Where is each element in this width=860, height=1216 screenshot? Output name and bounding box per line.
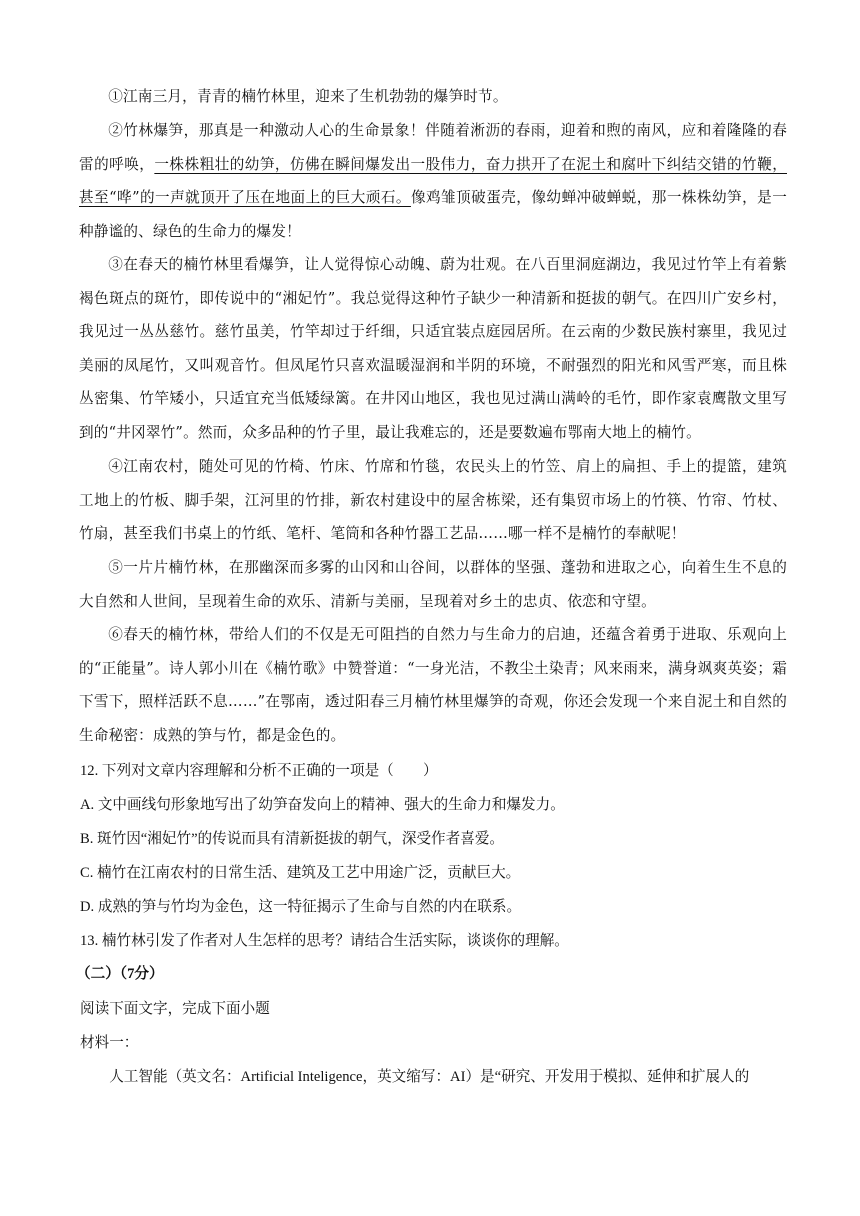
paragraph-4: ④江南农村，随处可见的竹椅、竹床、竹席和竹毯，农民头上的竹笠、肩上的扁担、手上的提篮，建筑工地上的竹板、脚手架，江河里的竹排，新农村建设中的屋舍栋梁，还有集贸市场上的竹筷、竹帘、竹杖、竹扇，甚至我们书桌上的竹纸、笔杆、笔筒和各种竹器工艺品……哪一样不是楠竹的奉献呢！ <box>79 458 787 542</box>
paragraph-2-text-before: ②竹林爆笋，那真是一种激动人心的生命景象！伴随着淅沥的春雨，迎着和煦的南风，应和着隆隆的春雷的呼唤， <box>79 122 787 173</box>
paragraph-2-text-after: 像鸡雏顶破蛋壳，像幼蝉冲破蝉蜕，那一株株幼笋，是一种静谧的、绿色的生命力的爆发！ <box>79 189 787 240</box>
paragraph-6: ⑥春天的楠竹林，带给人们的不仅是无可阻挡的自然力与生命力的启迪，还蕴含着勇于进取、乐观向上的“正能量”。诗人郭小川在《楠竹歌》中赞誉道：“一身光洁，不教尘土染青；风来雨来，满身飒爽英姿；霜下雪下，照样活跃不息……”在鄂南，透过阳春三月楠竹林里爆笋的奇观，你还会发现一个来自泥土和自然的生命秘密：成熟的笋与竹，都是金色的。 <box>79 626 787 744</box>
question-12-option-a: A. 文中画线句形象地写出了幼笋奋发向上的精神、强大的生命力和爆发力。 <box>80 797 565 813</box>
material-1-text: 人工智能（英文名：Artificial Inteligence，英文缩写：AI）是“研究、开发用于模拟、延伸和扩展人的 <box>109 1069 750 1085</box>
paragraph-2 <box>79 114 787 248</box>
question-12-option-d: D. 成熟的笋与竹均为金色，这一特征揭示了生命与自然的内在联系。 <box>80 899 522 915</box>
section-2-instruction: 阅读下面文字，完成下面小题 <box>80 1001 270 1017</box>
paragraph-1: ①江南三月，青青的楠竹林里，迎来了生机勃勃的爆笋时节。 <box>108 88 508 105</box>
question-12-option-b: B. 斑竹因“湘妃竹”的传说而具有清新挺拔的朝气，深受作者喜爱。 <box>80 831 505 847</box>
underlined-sentence: 一株株粗壮的幼笋，仿佛在瞬间爆发出一股伟力，奋力拱开了在泥土和腐叶下纠结交错的竹鞭，甚至“哗”的一声就顶开了压在地面上的巨大顽石。 <box>79 155 787 206</box>
question-12: 12. 下列对文章内容理解和分析不正确的一项是（ ） <box>80 763 438 779</box>
section-2-heading: （二）（7分） <box>76 966 164 982</box>
material-1-label: 材料一： <box>80 1035 139 1051</box>
question-12-option-c: C. 楠竹在江南农村的日常生活、建筑及工艺中用途广泛，贡献巨大。 <box>80 865 521 881</box>
question-13: 13. 楠竹林引发了作者对人生怎样的思考？请结合生活实际，谈谈你的理解。 <box>80 933 569 949</box>
paragraph-3: ③在春天的楠竹林里看爆笋，让人觉得惊心动魄、蔚为壮观。在八百里洞庭湖边，我见过竹竿上有着紫褐色斑点的斑竹，即传说中的“湘妃竹”。我总觉得这种竹子缺少一种清新和挺拔的朝气。在四川广安乡村，我见过一丛丛慈竹。慈竹虽美，竹竿却过于纤细，只适宜装点庭园居所。在云南的少数民族村寨里，我见过美丽的凤尾竹，又叫观音竹。但凤尾竹只喜欢温暖湿润和半阴的环境，不耐强烈的阳光和风雪严寒，而且株丛密集、竹竿矮小，只适宜充当低矮绿篱。在井冈山地区，我也见过满山满岭的毛竹，即作家袁鹰散文里写到的“井冈翠竹”。然而，众多品种的竹子里，最让我难忘的，还是要数遍布鄂南大地上的楠竹。 <box>79 256 787 441</box>
paragraph-5: ⑤一片片楠竹林，在那幽深而多雾的山冈和山谷间，以群体的坚强、蓬勃和进取之心，向着生生不息的大自然和人世间，呈现着生命的欢乐、清新与美丽，呈现着对乡土的忠贞、依恋和守望。 <box>79 559 787 610</box>
